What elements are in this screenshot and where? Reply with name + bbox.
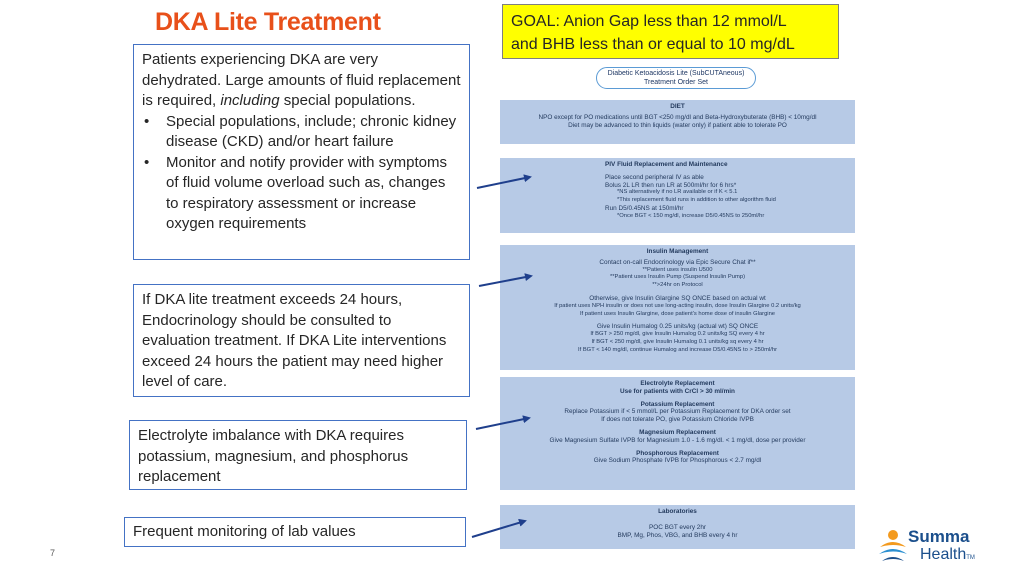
panel-phosphorus-heading: Phosphorous Replacement — [636, 449, 719, 457]
arrow-to-electrolytes — [476, 418, 529, 429]
panel-insulin-line: **Patient uses Insulin Pump (Suspend Insulin Pump) — [609, 274, 745, 281]
goal-line-1: GOAL: Anion Gap less than 12 mmol/L — [511, 13, 787, 30]
panel-diet-line: Diet may be advanced to thin liquids (water only) if patient able to tolerate PO — [568, 121, 787, 129]
panel-insulin-heading: Insulin Management — [646, 248, 709, 255]
panel-fluids-line: Run D5/0.45NS at 150ml/hr — [605, 204, 684, 212]
callout-labs-text: Frequent monitoring of lab values — [133, 523, 356, 540]
panel-fluids-line: *This replacement fluid runs in addition to other algorithm fluid — [617, 197, 776, 204]
panel-insulin-line: **Patient uses insulin U500 — [642, 266, 713, 273]
panel-fluids-heading: PIV Fluid Replacement and Maintenance — [605, 161, 728, 168]
panel-electrolytes-line: Give Sodium Phosphate IVPB for Phosphorous < 2.7 mg/dl — [593, 457, 762, 465]
panel-diet-line: NPO except for PO medications until BGT <250 mg/dl and Beta-Hydroxybuterate (BHB) < 10mg/dl — [538, 113, 817, 121]
panel-potassium-heading: Potassium Replacement — [640, 400, 715, 408]
panel-insulin-line: Otherwise, give Insulin Glargine SQ ONCE based on actual wt — [589, 294, 766, 302]
panel-fluids-line: Bolus 2L LR then run LR at 500ml/hr for 6 hrs* — [605, 181, 737, 189]
panel-insulin-line: If BGT > 250 mg/dl, give Insulin Humalog 0.2 units/kg SQ every 4 hr — [590, 331, 765, 338]
arrow-to-insulin — [479, 276, 531, 286]
panel-electrolytes-line: If does not tolerate PO, give Potassium Chloride IVPB — [601, 416, 754, 424]
panel-magnesium-heading: Magnesium Replacement — [639, 428, 716, 436]
callout-dehydration-intro: Patients experiencing DKA are very dehydrated. Large amounts of fluid replacement is required, including special populations. — [142, 51, 461, 109]
slide-title: DKA Lite Treatment — [155, 8, 381, 36]
panel-insulin-line: Contact on-call Endocrinology via Epic Secure Chat if** — [599, 258, 756, 266]
panel-electrolytes-line: Give Magnesium Sulfate IVPB for Magnesium 1.0 - 1.6 mg/dl. < 1 mg/dl, dose per provider — [549, 436, 806, 444]
panel-insulin-line: **>24hr on Protocol — [652, 282, 703, 289]
order-set-title-line-2: Treatment Order Set — [644, 79, 708, 86]
panel-electrolytes-subheading: Use for patients with CrCl > 30 ml/min — [620, 387, 735, 395]
logo-name-line-2: HealthTM — [920, 546, 975, 563]
goal-line-2: and BHB less than or equal to 10 mg/dL — [511, 36, 795, 53]
bullet-item: • Monitor and notify provider with symptoms of fluid volume overload such as, changes to respiratory assessment or increase oxygen requirements — [142, 153, 461, 235]
panel-fluids-line: *NS alternatively if no LR available or if K < 5.1 — [617, 189, 738, 196]
panel-electrolytes-line: Replace Potassium if < 5 mmol/L per Potassium Replacement for DKA order set — [564, 408, 791, 416]
panel-insulin-line: If BGT < 250 mg/dl, give Insulin Humalog 0.1 units/kg sq every 4 hr — [591, 338, 764, 345]
panel-insulin-line: If BGT < 140 mg/dl, continue Humalog and increase D5/0.45NS to > 250ml/hr — [577, 346, 778, 353]
panel-insulin-line: If patient uses NPH insulin or does not use long-acting insulin, dose Insulin Glargine 0.2 units/kg — [554, 302, 801, 309]
logo-name-line-1: Summa — [908, 527, 970, 546]
arrow-to-labs — [472, 521, 525, 537]
panel-labs-heading: Laboratories — [658, 508, 697, 515]
logo-mark-icon — [876, 527, 910, 567]
panel-insulin-line: If patient uses Insulin Glargine, dose patient's home dose of insulin Glargine — [579, 310, 776, 317]
callout-duration-text: If DKA lite treatment exceeds 24 hours, Endocrinology should be consulted to evaluation treatment. If DKA Lite interventions exceed 24 hours the patient may need higher level of care. — [142, 291, 447, 390]
panel-insulin-line: Give Insulin Humalog 0.25 units/kg (actual wt) SQ ONCE — [596, 323, 759, 331]
panel-labs-line: BMP, Mg, Phos, VBG, and BHB every 4 hr — [617, 531, 738, 539]
page-number: 7 — [50, 548, 56, 558]
summa-health-logo — [876, 525, 986, 569]
order-set-title-line-1: Diabetic Ketoacidosis Lite (SubCUTAneous) — [607, 70, 745, 77]
panel-fluids-line: *Once BGT < 150 mg/dl, increase D5/0.45NS to 250ml/hr — [617, 212, 765, 219]
panel-fluids-line: Place second peripheral IV as able — [605, 173, 704, 181]
panel-electrolytes-heading: Electrolyte Replacement — [640, 380, 715, 387]
bullet-item: • Special populations, include; chronic kidney disease (CKD) and/or heart failure — [142, 112, 461, 153]
panel-labs-line: POC BGT every 2hr — [648, 523, 707, 531]
arrow-to-fluids — [477, 177, 530, 188]
callout-electrolytes-text: Electrolyte imbalance with DKA requires potassium, magnesium, and phosphorus replacement — [138, 427, 409, 485]
panel-diet-heading: DIET — [670, 103, 685, 110]
